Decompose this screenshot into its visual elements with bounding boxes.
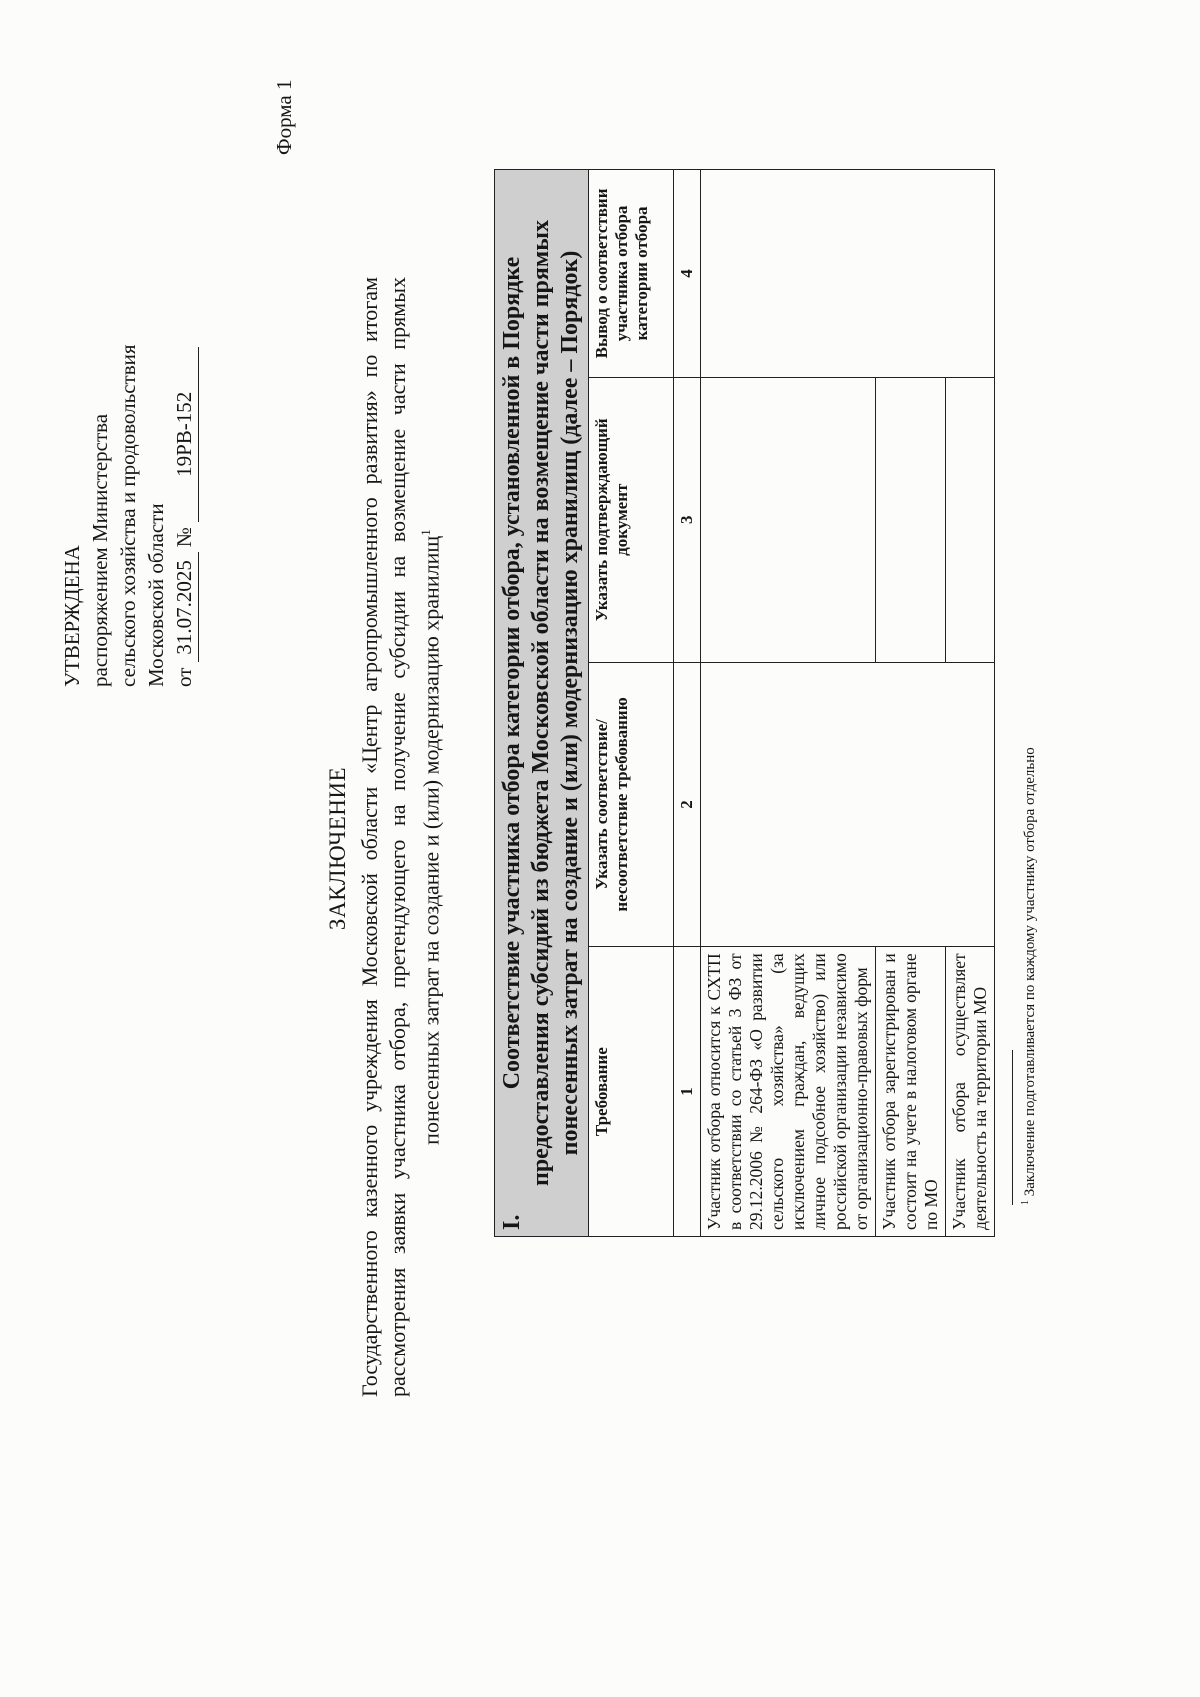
approval-number: 19РВ-152 xyxy=(170,347,199,522)
document-cell[interactable] xyxy=(701,377,876,662)
approval-date: 31.07.2025 xyxy=(170,552,199,662)
footnote-reference: 1 xyxy=(418,529,433,536)
document-subtitle xyxy=(356,277,445,1397)
requirement-cell: Участник отбора зарегистрирован и состоит на учете в налоговом органе по МО xyxy=(876,947,946,1237)
conclusion-cell[interactable] xyxy=(701,170,995,378)
footnote-text: Заключение подготавливается по каждому участнику отбора отдельно xyxy=(1022,747,1038,1197)
table-row xyxy=(701,170,876,1237)
approval-line-1: распоряжением Министерства xyxy=(88,413,112,687)
column-header: Требование xyxy=(589,947,674,1237)
document-cell[interactable] xyxy=(946,377,995,662)
from-label: от xyxy=(172,667,196,687)
document-subtitle-text: Государственного казенного учреждения Московской области «Центр агропромышленного развития» по итогам рассмотрения заявки участника отбора, претендующего на получение субсидии на возмещение части прямых понесенных затрат на создание и (или) модернизацию хранилищ xyxy=(357,277,444,1397)
requirement-cell: Участник отбора относится к СХТП в соответствии со статьей 3 ФЗ от 29.12.2006 № 264-ФЗ «О развитии сельского хозяйства» (за исключением граждан, ведущих личное подсобное хозяйство) или российской организации независимо от организационно-правовых форм xyxy=(701,947,876,1237)
column-number-row xyxy=(674,170,701,1237)
document-title: ЗАКЛЮЧЕНИЕ xyxy=(325,766,350,931)
document-cell[interactable] xyxy=(876,377,946,662)
column-number: 4 xyxy=(674,170,701,378)
approval-stamp xyxy=(58,307,199,687)
section-number: I. xyxy=(499,1214,525,1230)
column-number: 1 xyxy=(674,947,701,1237)
approval-line-3: Московской области xyxy=(144,503,168,687)
compliance-cell[interactable] xyxy=(701,662,995,947)
section-header-row xyxy=(495,170,589,1237)
section-header xyxy=(495,170,589,1237)
approval-title: УТВЕРЖДЕНА xyxy=(60,545,84,687)
column-number: 3 xyxy=(674,377,701,662)
footnote-divider xyxy=(1012,1050,1013,1205)
section-title: Соответствие участника отбора категории отбора, установленной в Порядке предоставления субсидий из бюджета Московской области на возмещение части прямых понесенных затрат на создание и (или) модернизацию хранилищ (далее – Порядок) xyxy=(499,220,583,1186)
form-label: Форма 1 xyxy=(272,79,296,155)
requirements-table xyxy=(494,169,995,1237)
approval-line-2: сельского хозяйства и продовольствия xyxy=(116,344,140,687)
footnote-marker: 1 xyxy=(1020,1200,1031,1205)
requirement-cell: Участник отбора осуществляет деятельность на территории МО xyxy=(946,947,995,1237)
column-header-row xyxy=(589,170,674,1237)
column-header: Вывод о соответствии участника отбора категории отбора xyxy=(589,170,674,378)
column-header: Указать соответствие/ несоответствие требованию xyxy=(589,662,674,947)
column-number: 2 xyxy=(674,662,701,947)
number-label: № xyxy=(172,527,196,548)
approval-date-line xyxy=(170,307,199,687)
footnote xyxy=(1020,747,1039,1205)
column-header: Указать подтверждающий документ xyxy=(589,377,674,662)
